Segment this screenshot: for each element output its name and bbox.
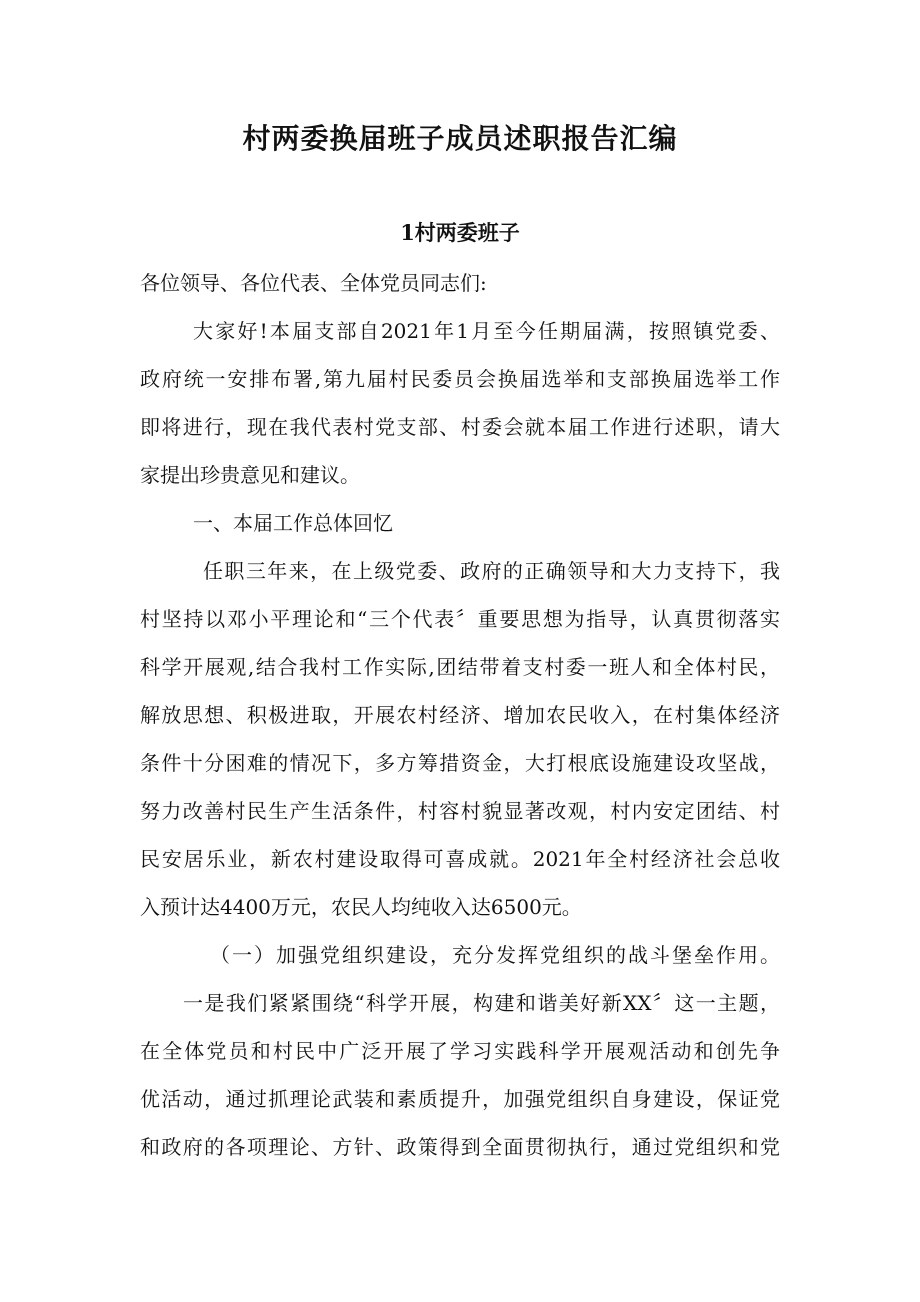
paragraph-line: 民安居乐业，新农村建设取得可喜成就。2021年全村经济社会总收 bbox=[140, 847, 780, 871]
paragraph-line: 条件十分困难的情况下，多方筹措资金，大打根底设施建设攻坚战， bbox=[140, 751, 780, 775]
section-heading: 1村两委班子 bbox=[400, 220, 520, 245]
paragraph-line: 解放思想、积极进取，开展农村经济、增加农民收入，在村集体经济 bbox=[140, 703, 780, 727]
paragraph-line: 任职三年来，在上级党委、政府的正确领导和大力支持下，我 bbox=[203, 559, 780, 583]
paragraph-line: 努力改善村民生产生活条件，村容村貌显著改观，村内安定团结、村 bbox=[140, 799, 780, 823]
paragraph-line: 在全体党员和村民中广泛开展了学习实践科学开展观活动和创先争 bbox=[140, 1039, 780, 1063]
paragraph-line: 优活动，通过抓理论武装和素质提升，加强党组织自身建设，保证党 bbox=[140, 1087, 780, 1111]
section-heading-line: 一、本届工作总体回忆 bbox=[193, 511, 393, 535]
paragraph-line: 即将进行，现在我代表村党支部、村委会就本届工作进行述职，请大 bbox=[140, 415, 780, 439]
paragraph-line: 和政府的各项理论、方针、政策得到全面贯彻执行，通过党组织和党 bbox=[140, 1135, 780, 1159]
paragraph-line: 村坚持以邓小平理论和“三个代表〞重要思想为指导，认真贯彻落实 bbox=[140, 607, 780, 631]
paragraph-line: 政府统一安排布署,第九届村民委员会换届选举和支部换届选举工作 bbox=[140, 367, 780, 391]
paragraph-line: 一是我们紧紧围绕“科学开展，构建和谐美好新XX〞这一主题， bbox=[183, 991, 780, 1015]
salutation-line: 各位领导、各位代表、全体党员同志们: bbox=[140, 271, 487, 295]
subsection-heading-line: （一）加强党组织建设，充分发挥党组织的战斗堡垒作用。 bbox=[210, 943, 780, 967]
paragraph-line: 科学开展观,结合我村工作实际,团结带着支村委一班人和全体村民， bbox=[140, 655, 780, 679]
paragraph-line: 入预计达4400万元，农民人均纯收入达6500元。 bbox=[140, 895, 582, 919]
paragraph-line: 大家好!本届支部自2021年1月至今任期届满，按照镇党委、 bbox=[193, 319, 780, 343]
document-title: 村两委换届班子成员述职报告汇编 bbox=[242, 122, 678, 155]
paragraph-line: 家提出珍贵意见和建议。 bbox=[140, 463, 360, 487]
